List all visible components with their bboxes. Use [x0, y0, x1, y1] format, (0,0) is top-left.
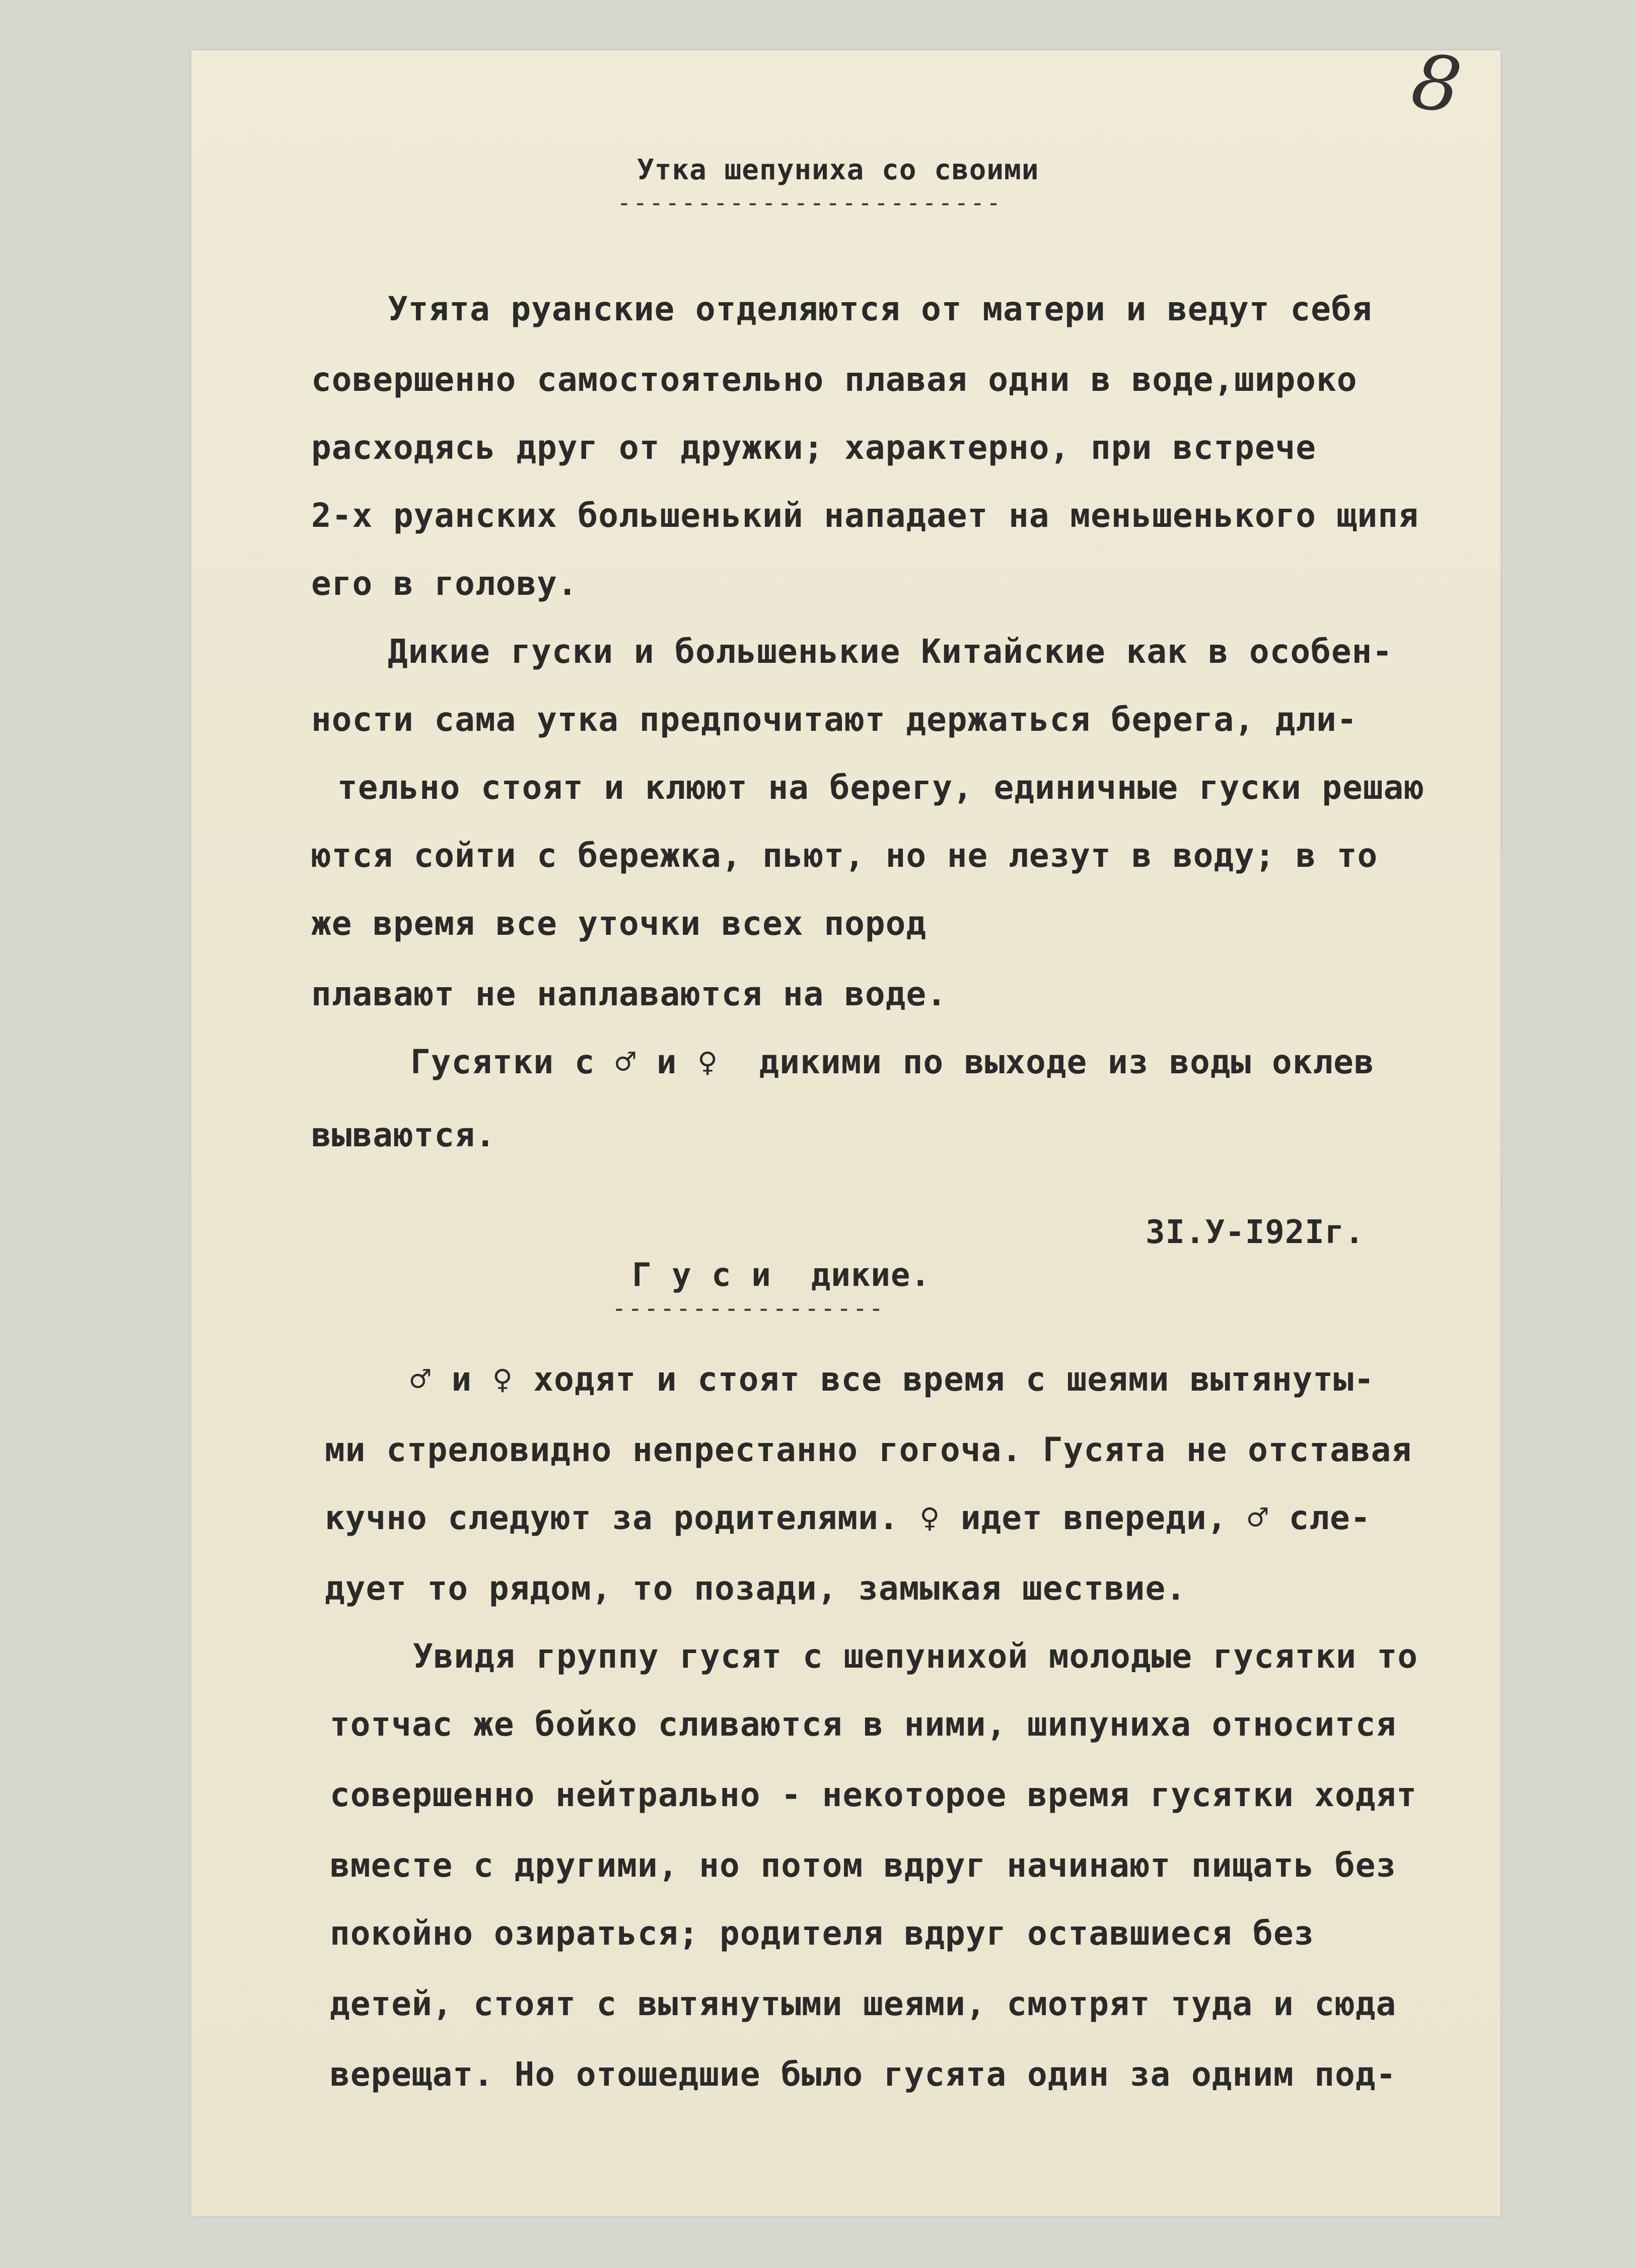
section1-line: 2-х руанских большенький нападает на меньшенького щипя	[311, 496, 1419, 535]
section1-line: расходясь друг от дружки; характерно, при встрече	[311, 428, 1317, 467]
section1-line: же время все уточки всех пород	[311, 904, 927, 943]
section1-title-underline: ------------------------	[617, 189, 1003, 217]
section1-line: тельно стоят и клюют на берегу, единичные гуски решаю	[337, 768, 1425, 807]
section2-line: покойно озираться; родителя вдруг оставшиеся без	[330, 1914, 1315, 1953]
section2-line: детей, стоят с вытянутыми шеями, смотрят туда и сюда	[330, 1984, 1397, 2023]
page-number: 8	[1406, 37, 1467, 131]
section1-line: вываются.	[311, 1116, 496, 1154]
section2-line: совершенно нейтрально - некоторое время гусятки ходят	[330, 1775, 1417, 1814]
section1-line: ности сама утка предпочитают держаться берега, дли-	[311, 700, 1358, 739]
section2-line: кучно следуют за родителями. ♀ идет впереди, ♂ сле-	[325, 1498, 1371, 1537]
section1-line: Дикие гуски и большенькие Китайские как в особен-	[388, 632, 1393, 671]
section1-title: Утка шепуниха со своими	[637, 154, 1039, 186]
section2-line: ми стреловидно непрестанно гогоча. Гусята не отставая	[325, 1430, 1412, 1469]
section1-line: его в голову.	[311, 564, 578, 603]
section1-line: плавают не наплаваются на воде.	[311, 975, 947, 1013]
section1-line: Гусятки с ♂ и ♀ дикими по выходе из воды оклев	[410, 1043, 1375, 1081]
section1-line: совершенно самостоятельно плавая одни в воде,широко	[311, 360, 1358, 399]
section2-title-underline: -----------------	[612, 1294, 885, 1323]
section1-line: Утята руанские отделяются от матери и ведут себя	[388, 290, 1373, 328]
section2-line: верещат. Но отошедшие было гусята один за одним под-	[330, 2055, 1397, 2094]
section2-line: тотчас же бойко сливаются в ними, шипуниха относится	[330, 1705, 1397, 1744]
section2-title: Г у с и дикие.	[632, 1257, 931, 1294]
section2-line: ♂ и ♀ ходят и стоят все время с шеями вытянуты-	[410, 1360, 1375, 1399]
entry-date: 3I.У-I92Iг.	[1146, 1214, 1365, 1251]
section2-line: вместе с другими, но потом вдруг начинают пищать без	[330, 1846, 1397, 1885]
section2-line: дует то рядом, то позади, замыкая шествие.	[325, 1569, 1186, 1608]
section1-line: ются сойти с бережка, пьют, но не лезут в воду; в то	[311, 836, 1378, 875]
section2-line: Увидя группу гусят с шепунихой молодые гусятки то	[413, 1637, 1418, 1676]
